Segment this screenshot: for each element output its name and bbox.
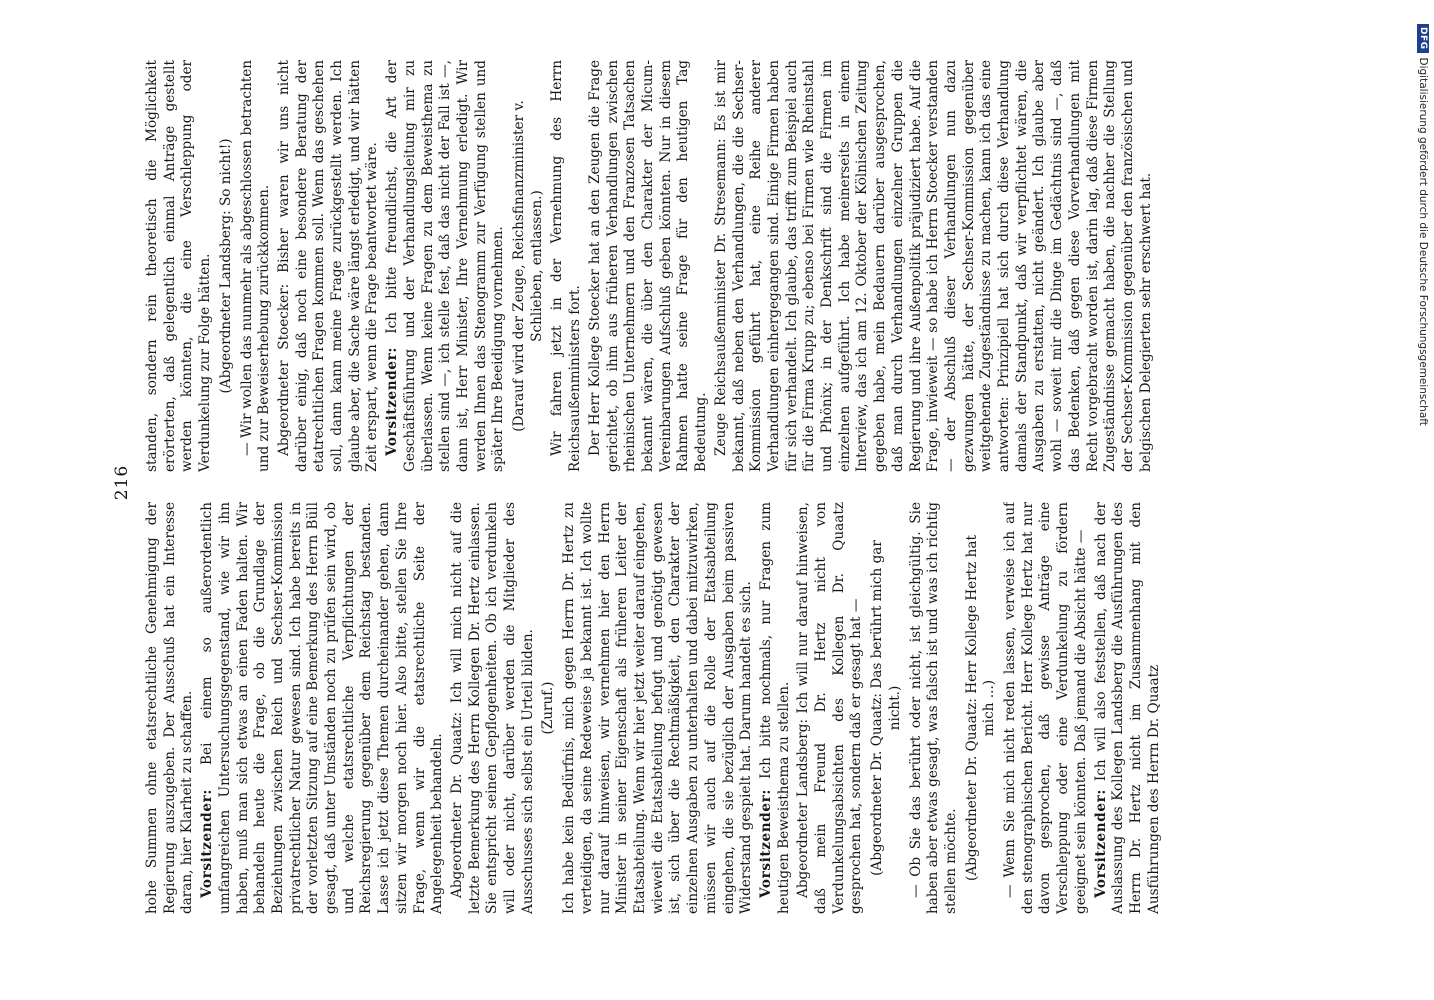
paragraph (713, 60, 1156, 472)
paragraph (239, 60, 274, 472)
paragraph-text: — Wir wollen das nunmehr als abgeschlossen betrachten und zur Beweiserhebung zurückkommen. (238, 60, 273, 472)
paragraph (276, 60, 382, 472)
paragraph-text: Abgeordneter Dr. Quaatz: Ich will mich nicht auf die letzte Bemerkung des Herrn Kollegen Dr. Hertz einlassen. Sie entspricht seinen Gepflogenheiten. Ob ich verdunkeln will oder nicht, darüber werden die Mitglieder des Ausschusses sich selbst ein Urteil bilden. (448, 502, 536, 914)
funding-notice: Digitalisierung gefördert durch die Deutsche Forschungsgemeinschaft (1417, 57, 1429, 426)
paragraph (218, 80, 236, 452)
paragraph (144, 502, 197, 914)
paragraph-text: standen, sondern rein theoretisch die Möglichkeit erörterten, daß gelegentlich einmal Anträge gestellt werden könnten, die eine Verschleppung oder Verdunkelung zur Folge hätten. (144, 60, 214, 472)
paragraph-text: Wir fahren jetzt in der Vernehmung des Herrn Reichsaußenministers fort. (549, 60, 584, 472)
paragraph (384, 60, 508, 472)
paragraph (587, 60, 711, 472)
left-column (144, 502, 1319, 914)
paragraph-text: (Abgeordneter Dr. Quaatz: Das berührt mich gar nicht.) (869, 540, 903, 876)
paragraph (964, 522, 999, 894)
paragraph (795, 502, 866, 914)
paragraph-text: (Zuruf.) (540, 681, 557, 735)
paragraph (511, 80, 546, 452)
paragraph (549, 60, 584, 472)
paragraph-text: — Wenn Sie mich nicht reden lassen, verweise ich auf den stenographischen Bericht. Herr Kollege Hertz hat nur davon gesprochen, daß gewisse Anträge eine Verschleppung oder eine Verdunkelung zu fördern geeignet sein könnten. Daß jemand die Absicht hätte — (1002, 502, 1089, 914)
paragraph-text: Zeuge Reichsaußenminister Dr. Stresemann: Es ist mir bekannt, daß neben den Verhandlungen, die die Sechser-Kommission geführt hat, eine Reihe anderer Verhandlungen einhergegangen sind. Einige Firmen haben für sich verhandelt. Ich glaube, das trifft zum Beispiel auch für die Firma Krupp zu; ebenso bei Firmen wie Rheinstahl und Phönix; in der Denkschrift sind die Firmen im einzelnen aufgeführt. Ich habe meinerseits in einem Interview, das ich am 12. Oktober der Kölnischen Zeitung gegeben habe, mein Bedauern darüber ausgesprochen, daß man durch Verhandlungen einzelner Gruppen die Regierung und ihre Außenpolitik präjudiziert habe. Auf die Frage, inwieweit — so habe ich Herrn Stoecker verstanden — der Abschluß dieser Verhandlungen nun dazu gezwungen hätte, der Sechser-Kommission gegenüber weitgehende Zugeständnisse zu machen, kann ich das eine antworten: Prinzipiell hat sich durch diese Verhandlung damals der Standpunkt, daß wir verpflichtet wären, die Ausgaben zu erstatten, nicht geändert. Ich glaube aber wohl — soweit mir die Dinge im Gedächtnis sind —, daß das Bedenken, daß gegen diese Vorverhandlungen mit Recht vorgebracht worden ist, darin lag, daß diese Firmen Zugeständnisse gemacht haben, die nachher die Stellung der Sechser-Kommission gegenüber den französischen und belgischen Delegierten sehr erschwert hat. (712, 60, 1154, 472)
paragraph (1093, 502, 1164, 914)
paragraph (758, 502, 793, 914)
paragraph-text: — Ob Sie das berührt oder nicht, ist gleichgültig. Sie haben aber etwas gesagt, was falsch ist und was ich richtig stellen möchte. (907, 502, 959, 914)
rotated-document-page (100, 35, 1325, 930)
paragraph-text: Bei einem so außerordentlich umfangreichen Untersuchungsgegenstand, wie wir ihn haben, muß man sich etwas an einen Faden halten. Wir behandeln heute die Frage, ob die Grundlage der Beziehungen zwischen Reich und Sechser-Kommission privatrechtlicher Natur gewesen sind. Ich habe bereits in der vorletzten Sitzung auf eine Bemerkung des Herrn Büll gesagt, daß unter Umständen noch zu prüfen sein wird, ob und welche etatsrechtliche Verpflichtungen der Reichsregierung gegenüber dem Reichstag bestanden. Lasse ich jetzt diese Themen durcheinander gehen, dann sitzen wir morgen noch hier. Also bitte, stellen Sie Ihre Frage, wenn wir die etatsrechtliche Seite der Angelegenheit behandeln. (199, 502, 446, 914)
right-column (144, 60, 1319, 472)
paragraph (1002, 502, 1091, 914)
paragraph-text: Ich will also feststellen, daß nach der Auslassung des Kollegen Landsberg die Ausführungen des Herrn Dr. Hertz nicht im Zusammenhang mit den Ausführungen des Herrn Dr. Quaatz (1092, 502, 1162, 914)
paragraph-text: Ich habe kein Bedürfnis, mich gegen Herrn Dr. Hertz zu verteidigen, da seine Redeweise ja bekannt ist. Ich wollte nur darauf hinweisen, wir vernehmen hier den Herrn Minister in seiner Eigenschaft als früheren Leiter der Etatsabteilung. Wenn wir hier jetzt weiter darauf eingehen, wieweit die Etatsabteilung befugt und genötigt gewesen ist, sich über die Rechtmäßigkeit, den Charakter der einzelnen Ausgaben zu unterhalten und dabei mitzuwirken, müssen wir auch auf die Rolle der Etatsabteilung eingehen, die sie bezüglich der Ausgaben beim passiven Widerstand gespielt hat. Darum handelt es sich. (561, 502, 755, 914)
speaker-label: Vorsitzender: (757, 788, 774, 898)
paragraph-text: Ich bitte freundlichst, die Art der Geschäftsführung und der Verhandlungsleitung mir zu überlassen. Wenn keine Fragen zu dem Beweisthema zu stellen sind —, ich stelle fest, daß das nicht der Fall ist —, dann ist, Herr Minister, Ihre Vernehmung erledigt. Wir werden Ihnen das Stenogramm zur Verfügung stellen und später Ihre Beeidigung vornehmen. (384, 60, 507, 472)
dfg-logo: DFG (1417, 24, 1429, 53)
speaker-label: Vorsitzender: (1092, 788, 1109, 898)
paragraph-text: Der Herr Kollege Stoecker hat an den Zeugen die Frage gerichtet, ob ihm aus früheren Verhandlungen zwischen rheinischen Unternehmern und den Franzosen Tatsachen bekannt wären, die über den Charakter der Micum-Vereinbarungen Aufschluß geben könnten. Nur in diesem Rahmen hatte seine Frage für den heutigen Tag Bedeutung. (586, 60, 710, 472)
paragraph-text: Abgeordneter Stoecker: Bisher waren wir uns nicht darüber einig, daß noch eine besondere Beratung der etatrechtlichen Fragen kommen soll. Wenn das geschehen soll, dann kann meine Frage zurückgestellt werden. Ich glaube aber, die Sache wäre längst erledigt, und wir hätten Zeit erspart, wenn die Frage beantwortet wäre. (275, 60, 381, 472)
paragraph (908, 502, 961, 914)
paragraph-text: Abgeordneter Landsberg: Ich will nur darauf hinweisen, daß mein Freund Dr. Hertz nicht von Verdunkelungsabsichten des Kollegen Dr. Quaatz gesprochen hat, sondern daß er gesagt hat — (795, 502, 865, 914)
paragraph (144, 60, 215, 472)
speaker-label: Vorsitzender: (384, 346, 401, 456)
paragraph-text: (Darauf wird der Zeuge, Reichsfinanzminister v. Schlieben, entlassen.) (511, 100, 545, 432)
paragraph-text: (Abgeordneter Dr. Quaatz: Herr Kollege Hertz hat mich ...) (963, 535, 998, 881)
paragraph-text: hohe Summen ohne etatsrechtliche Genehmigung der Regierung auszugeben. Der Ausschuß hat ein Interesse daran, hier Klarheit zu schaffen. (144, 502, 196, 914)
digitization-sidebar (1415, 24, 1431, 704)
paragraph-text: (Abgeordneter Landsberg: So nicht!) (217, 138, 234, 394)
paragraph (540, 522, 558, 894)
paragraph-text: Ich bitte nochmals, nur Fragen zum heutigen Beweisthema zu stellen. (757, 502, 792, 914)
speaker-label: Vorsitzender: (199, 788, 216, 898)
paragraph (199, 502, 447, 914)
paragraph (561, 502, 756, 914)
paragraph (449, 502, 538, 914)
paragraph (869, 522, 904, 894)
page-number: 216 (112, 464, 132, 501)
